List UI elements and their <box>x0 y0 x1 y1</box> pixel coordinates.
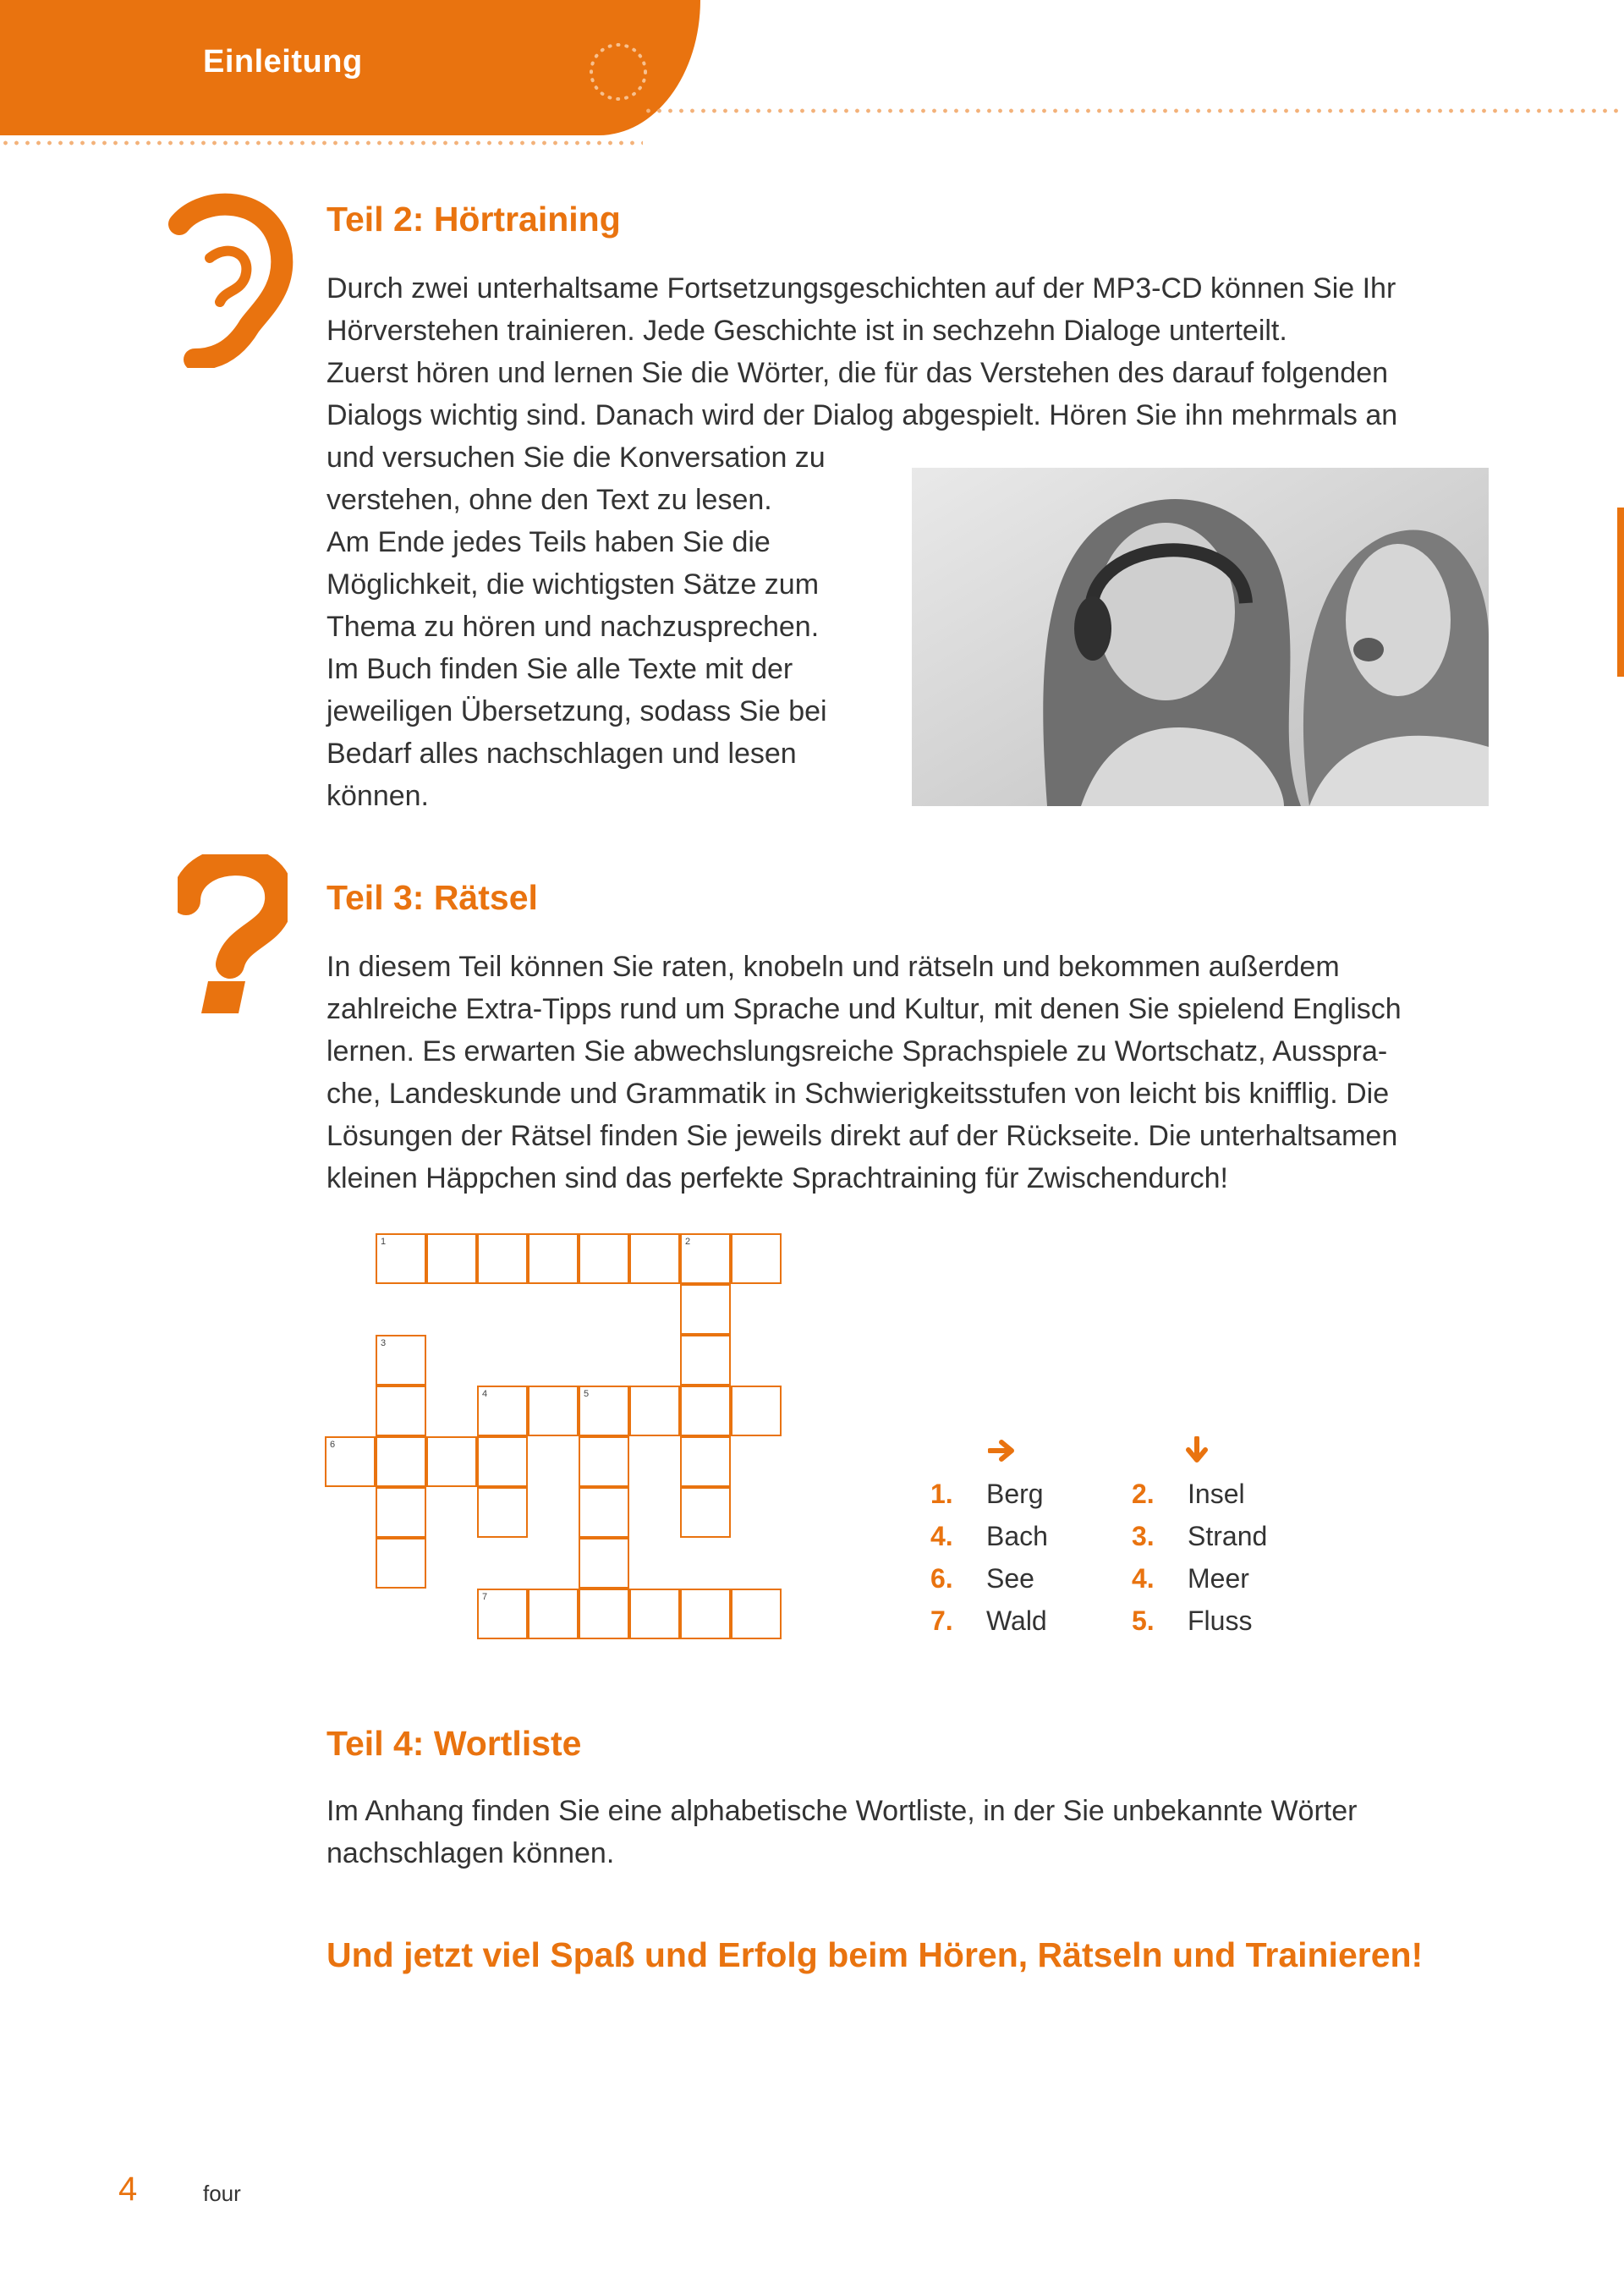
page-number: 4 <box>118 2171 138 2208</box>
crossword-cell[interactable] <box>731 1386 782 1436</box>
text-line: Im Buch finden Sie alle Texte mit der <box>326 653 793 685</box>
crossword-cell[interactable] <box>680 1284 731 1335</box>
crossword-cell[interactable] <box>528 1386 579 1436</box>
crossword-cell[interactable] <box>680 1487 731 1538</box>
clue-number: 4 <box>482 1389 488 1399</box>
clue-word-across: Bach <box>986 1521 1048 1551</box>
crossword-cell[interactable] <box>680 1233 731 1284</box>
page-number-word: four <box>203 2181 241 2206</box>
part2-body <box>326 436 885 817</box>
clue-number: 1 <box>381 1237 387 1247</box>
closing-line: Und jetzt viel Spaß und Erfolg beim Hören, Rätseln und Trainieren! <box>326 1935 1424 1974</box>
text-line: nachschlagen können. <box>326 1837 615 1869</box>
crossword-cell[interactable] <box>579 1589 629 1639</box>
text-line: Lösungen der Rätsel finden Sie jeweils direkt auf der Rückseite. Die unterhaltsamen <box>326 1120 1398 1152</box>
clue-word-across: Berg <box>986 1479 1044 1509</box>
crossword-cell[interactable] <box>477 1386 528 1436</box>
text-line: Hörverstehen trainieren. Jede Geschichte ist in sechzehn Dialoge unterteilt. <box>326 315 1287 347</box>
text-line: In diesem Teil können Sie raten, knobeln und rätseln und bekommen außerdem <box>326 951 1340 983</box>
text-line: und versuchen Sie die Konversation zu <box>326 442 826 474</box>
crossword-cell[interactable] <box>579 1233 629 1284</box>
text-line: kleinen Häppchen sind das perfekte Sprachtraining für Zwischendurch! <box>326 1162 1228 1194</box>
crossword-cell[interactable] <box>477 1233 528 1284</box>
crossword-cell[interactable] <box>426 1233 477 1284</box>
clue-number: 5 <box>584 1389 590 1399</box>
crossword-cell[interactable] <box>376 1436 426 1487</box>
text-line: Thema zu hören und nachzusprechen. <box>326 611 820 643</box>
part4-heading: Teil 4: Wortliste <box>326 1724 582 1763</box>
text-line: verstehen, ohne den Text zu lesen. <box>326 484 772 516</box>
part2-heading: Teil 2: Hörtraining <box>326 200 621 239</box>
crossword-cell[interactable] <box>731 1233 782 1284</box>
crossword-cell[interactable] <box>731 1589 782 1639</box>
clue-number: 2 <box>685 1237 691 1247</box>
clue-word-down: Fluss <box>1188 1605 1253 1636</box>
crossword-cell[interactable] <box>376 1386 426 1436</box>
crossword-cell[interactable] <box>629 1233 680 1284</box>
clue-word-across: Wald <box>986 1605 1047 1636</box>
clue-num-across: 7. <box>930 1605 953 1636</box>
text-line: Dialogs wichtig sind. Danach wird der Dialog abgespielt. Hören Sie ihn mehrmals an <box>326 399 1398 431</box>
part4-body <box>326 1790 1536 1874</box>
clue-word-down: Meer <box>1188 1563 1249 1594</box>
part3-body <box>326 946 1536 1199</box>
question-mark-icon <box>178 854 288 1015</box>
crossword-cell[interactable] <box>579 1436 629 1487</box>
edge-marker <box>1617 508 1624 677</box>
crossword-cell[interactable] <box>426 1436 477 1487</box>
clue-number: 6 <box>330 1440 336 1450</box>
crossword-cell[interactable] <box>680 1386 731 1436</box>
text-line: lernen. Es erwarten Sie abwechslungsreiche Sprachspiele zu Wortschatz, Ausspra- <box>326 1035 1388 1067</box>
crossword-cell[interactable] <box>376 1335 426 1386</box>
crossword-grid <box>325 1233 787 1639</box>
crossword-cell[interactable] <box>629 1386 680 1436</box>
crossword-cell[interactable] <box>477 1589 528 1639</box>
text-line: können. <box>326 780 429 812</box>
crossword-cell[interactable] <box>376 1487 426 1538</box>
crossword-cell[interactable] <box>477 1487 528 1538</box>
dotted-circle-icon <box>580 34 656 110</box>
clue-number: 7 <box>482 1592 488 1602</box>
text-line: Durch zwei unterhaltsame Fortsetzungsgeschichten auf der MP3-CD können Sie Ihr <box>326 272 1396 305</box>
text-line: Bedarf alles nachschlagen und lesen <box>326 738 797 770</box>
text-line: che, Landeskunde und Grammatik in Schwierigkeitsstufen von leicht bis knifflig. Die <box>326 1078 1390 1110</box>
clue-num-across: 4. <box>930 1521 953 1551</box>
crossword-cell[interactable] <box>579 1538 629 1589</box>
dotted-rule-right <box>643 108 1624 113</box>
clue-num-down: 2. <box>1132 1479 1155 1509</box>
section-title: Einleitung <box>203 44 363 80</box>
clue-word-down: Insel <box>1188 1479 1245 1509</box>
clue-word-across: See <box>986 1563 1034 1594</box>
crossword-cell[interactable] <box>579 1487 629 1538</box>
clue-word-down: Strand <box>1188 1521 1268 1551</box>
dotted-rule-left <box>0 140 643 145</box>
crossword-cell[interactable] <box>629 1589 680 1639</box>
arrow-down-icon <box>1184 1436 1210 1465</box>
text-line: Am Ende jedes Teils haben Sie die <box>326 526 771 558</box>
text-line: jeweiligen Übersetzung, sodass Sie bei <box>326 695 827 727</box>
clue-num-across: 6. <box>930 1563 953 1594</box>
clue-num-down: 4. <box>1132 1563 1155 1594</box>
crossword-cell[interactable] <box>528 1233 579 1284</box>
crossword-cell[interactable] <box>680 1436 731 1487</box>
clue-num-down: 5. <box>1132 1605 1155 1636</box>
text-line: zahlreiche Extra-Tipps rund um Sprache und Kultur, mit denen Sie spielend Englisch <box>326 993 1402 1025</box>
text-line: Im Anhang finden Sie eine alphabetische Wortliste, in der Sie unbekannte Wörter <box>326 1795 1358 1827</box>
crossword-cell[interactable] <box>680 1335 731 1386</box>
clue-num-down: 3. <box>1132 1521 1155 1551</box>
clue-num-across: 1. <box>930 1479 953 1509</box>
text-line: Möglichkeit, die wichtigsten Sätze zum <box>326 568 820 601</box>
part3-heading: Teil 3: Rätsel <box>326 878 538 917</box>
crossword-cell[interactable] <box>528 1589 579 1639</box>
crossword-cell[interactable] <box>680 1589 731 1639</box>
arrow-right-icon <box>988 1438 1017 1463</box>
clue-number: 3 <box>381 1338 387 1348</box>
two-women-headphones-photo <box>912 468 1489 806</box>
crossword-cell[interactable] <box>579 1386 629 1436</box>
crossword-cell[interactable] <box>376 1538 426 1589</box>
ear-icon <box>161 190 296 368</box>
text-line: Zuerst hören und lernen Sie die Wörter, die für das Verstehen des darauf folgenden <box>326 357 1389 389</box>
part2-intro <box>326 267 1528 436</box>
crossword-cell[interactable] <box>325 1436 376 1487</box>
crossword-cell[interactable] <box>477 1436 528 1487</box>
crossword-cell[interactable] <box>376 1233 426 1284</box>
